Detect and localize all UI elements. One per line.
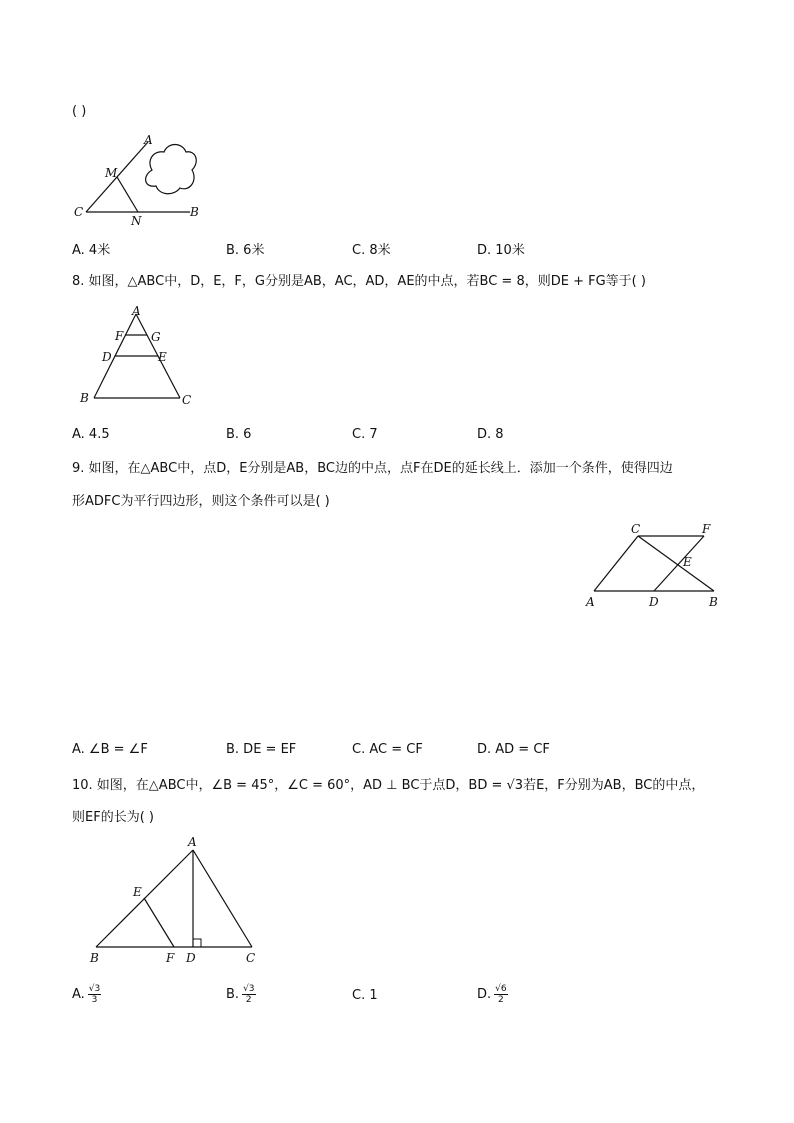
q7-paren: ( ) <box>72 104 87 119</box>
q8-choice-b[interactable]: B. 6 <box>226 427 252 442</box>
q10-choice-a-den: 3 <box>91 995 98 1005</box>
q9-figure <box>582 520 722 610</box>
q9-choice-d[interactable]: D. AD = CF <box>477 742 550 757</box>
q9-choice-a[interactable]: A. ∠B = ∠F <box>72 742 148 757</box>
q8-choice-a[interactable]: A. 4.5 <box>72 427 110 442</box>
q7-label-M: M <box>105 166 118 180</box>
q8-label-B: B <box>80 391 89 405</box>
q9-label-C: C <box>631 522 641 536</box>
q9-label-D: D <box>649 595 659 609</box>
q10-label-F: F <box>166 951 175 965</box>
q8-label-A: A <box>132 304 141 318</box>
q10-choice-b-prefix: B. <box>226 987 240 1002</box>
q9-label-E: E <box>683 555 692 569</box>
q10-choice-b-num: √3 <box>243 984 255 994</box>
q9-choice-b[interactable]: B. DE = EF <box>226 742 297 757</box>
q10-choice-d[interactable] <box>477 984 508 1005</box>
q8-choice-d[interactable]: D. 8 <box>477 427 504 442</box>
q8-label-D: D <box>102 350 112 364</box>
q10-choice-d-prefix: D. <box>477 987 492 1002</box>
q10-label-D: D <box>186 951 196 965</box>
q9-choice-c[interactable]: C. AC = CF <box>352 742 423 757</box>
q7-choice-d[interactable]: D. 10米 <box>477 243 525 258</box>
q10-choice-c-value: 1 <box>369 988 378 1003</box>
q9-stem-line1: 9. 如图，在△ABC中，点D，E分别是AB，BC边的中点，点F在DE的延长线上．添加一个条件，使得四边 <box>72 461 673 476</box>
q8-label-E: E <box>158 350 167 364</box>
q10-choice-b-fraction <box>242 984 255 1005</box>
q10-label-C: C <box>246 951 256 965</box>
q10-choice-a-num: √3 <box>88 984 101 994</box>
q7-label-C: C <box>74 205 84 219</box>
q10-label-A: A <box>188 835 197 849</box>
q10-label-E: E <box>133 885 142 899</box>
q8-stem: 8. 如图，△ABC中，D，E，F，G分别是AB，AC，AD，AE的中点，若BC = 8，则DE + FG等于( ) <box>72 274 646 289</box>
q10-choice-c-prefix: C. <box>352 988 366 1003</box>
q10-figure <box>86 834 266 966</box>
q7-label-A: A <box>144 133 153 147</box>
q10-stem-line2: 则EF的长为( ) <box>72 810 154 825</box>
q10-stem-line1: 10. 如图，在△ABC中，∠B = 45°，∠C = 60°，AD ⊥ BC于点D，BD = √3若E，F分别为AB，BC的中点， <box>72 778 705 793</box>
q10-choice-a-fraction <box>88 984 101 1005</box>
q9-label-F: F <box>702 522 711 536</box>
q10-choice-b[interactable] <box>226 984 256 1005</box>
q10-choice-d-num: √6 <box>495 984 507 994</box>
q10-choice-d-den: 2 <box>498 995 504 1005</box>
q8-label-C: C <box>182 393 192 407</box>
q8-label-G: G <box>151 330 161 344</box>
q7-label-B: B <box>190 205 199 219</box>
q9-label-B: B <box>709 595 718 609</box>
q8-figure <box>78 304 198 408</box>
q10-choice-b-den: 2 <box>245 995 252 1005</box>
q7-choice-b[interactable]: B. 6米 <box>226 243 265 258</box>
q10-choice-d-fraction <box>494 984 507 1005</box>
q9-label-A: A <box>586 595 595 609</box>
q7-choice-a[interactable]: A. 4米 <box>72 243 111 258</box>
q7-choice-c[interactable]: C. 8米 <box>352 243 391 258</box>
q10-label-B: B <box>90 951 99 965</box>
q10-choice-a[interactable] <box>72 984 101 1005</box>
q9-stem-line2: 形ADFC为平行四边形，则这个条件可以是( ) <box>72 494 330 509</box>
q7-label-N: N <box>131 214 142 228</box>
q8-label-F: F <box>115 329 124 343</box>
q10-choice-c[interactable] <box>352 988 378 1003</box>
q7-figure <box>70 130 210 228</box>
q10-choice-a-prefix: A. <box>72 987 85 1002</box>
q8-choice-c[interactable]: C. 7 <box>352 427 378 442</box>
